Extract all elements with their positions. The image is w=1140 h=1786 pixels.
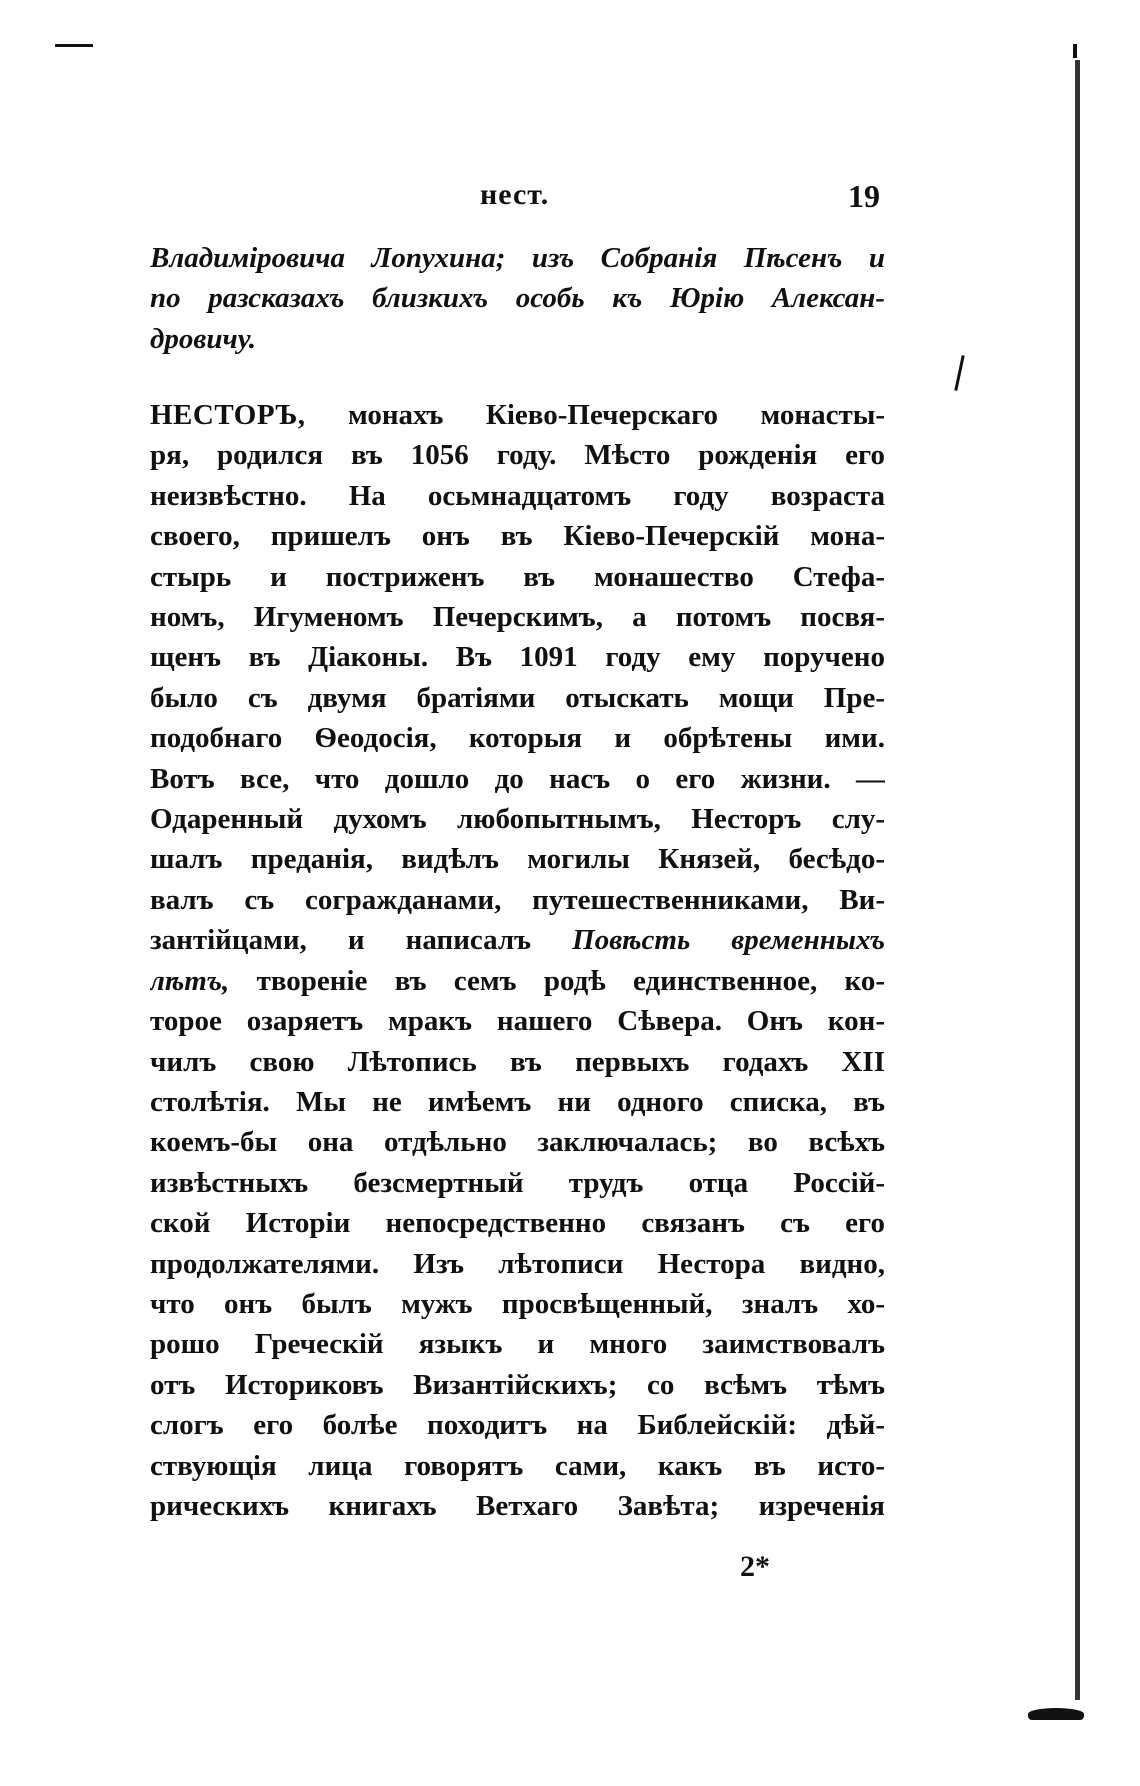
entry-line-with-title <box>150 920 885 960</box>
signature-mark: 2* <box>740 1550 770 1583</box>
intro-line: Владимiровича Лопухина; изъ Собранiя Пѣсенъ и <box>150 242 885 274</box>
chronicle-title-part-1: Повѣсть временныхъ <box>572 924 885 957</box>
nestor-entry <box>150 395 885 1526</box>
entry-line: рическихъ книгахъ Ветхаго Завѣта; изреченiя <box>150 1489 885 1522</box>
scan-mark-top-left <box>55 44 93 47</box>
scan-mark-bottom-right <box>1028 1708 1084 1720</box>
running-head: нест. <box>480 178 550 211</box>
entry-line: чилъ свою Лѣтопись въ первыхъ годахъ XII <box>150 1045 885 1078</box>
page-edge-line <box>1075 60 1080 1700</box>
entry-line: было съ двумя братiями отыскать мощи Пре- <box>150 681 885 714</box>
entry-line: ря, родился въ 1056 году. Мѣсто рожденiя его <box>150 439 885 472</box>
page-header <box>150 178 880 218</box>
entry-line: Вотъ все, что дошло до насъ о его жизни. — <box>150 762 885 795</box>
entry-line: отъ Историковъ Византiйскихъ; со всѣмъ тѣмъ <box>150 1368 885 1401</box>
entry-first-line-rest: монахъ Кiево-Печерскаго монасты- <box>305 399 885 431</box>
entry-line: валъ съ согражданами, путешественниками, Ви- <box>150 883 885 916</box>
entry-line: щенъ въ Дiаконы. Въ 1091 году ему поручено <box>150 641 885 674</box>
entry-line: коемъ-бы она отдѣльно заключалась; во всѣхъ <box>150 1126 885 1159</box>
entry-line-rest: твоpенiе въ семъ родѣ единственное, ко- <box>229 964 885 997</box>
entry-line: стырь и постриженъ въ монашество Стефа- <box>150 560 885 593</box>
entry-line: ской Исторiи непосредственно связанъ съ его <box>150 1207 885 1240</box>
entry-line: шалъ преданiя, видѣлъ могилы Князей, бесѣдо- <box>150 843 885 876</box>
intro-line: дровичу. <box>150 322 256 355</box>
entry-line: рошо Греческiй языкъ и много заимствовалъ <box>150 1328 885 1361</box>
entry-line-text: зантiйцами, и написалъ <box>150 924 532 957</box>
entry-line: своего, пришелъ онъ въ Кiево-Печерскiй мона- <box>150 520 885 553</box>
intro-line: по разсказахъ близкихъ особь къ Юрiю Алексан- <box>150 282 885 315</box>
page-number: 19 <box>848 178 880 214</box>
scan-mark-top-right <box>1073 44 1077 58</box>
entry-line: подобнаго Ѳеодосiя, которыя и обрѣтены ими. <box>150 722 885 755</box>
entry-line: торое озаряетъ мракъ нашего Сѣвера. Онъ кон- <box>150 1005 885 1038</box>
entry-line-title-end <box>150 961 885 1001</box>
entry-line: продолжателями. Изъ лѣтописи Нестора видно, <box>150 1247 885 1280</box>
entry-line: Одаренный духомъ любопытнымъ, Несторъ слу- <box>150 803 885 836</box>
entry-line: ствующiя лица говорятъ сами, какъ въ исто- <box>150 1449 885 1482</box>
entry-headword: НЕСТОРЪ, <box>150 399 306 431</box>
entry-line: слогъ его болѣе походитъ на Библейскiй: дѣй- <box>150 1409 885 1442</box>
entry-line: что онъ былъ мужъ просвѣщенный, зналъ хо- <box>150 1287 885 1320</box>
entry-line: неизвѣстно. На осьмнадцатомъ году возраста <box>150 479 885 512</box>
scan-stroke-margin <box>954 355 964 391</box>
entry-line: номъ, Игуменомъ Печерскимъ, а потомъ посвя- <box>150 601 885 634</box>
entry-line: столѣтiя. Мы не имѣемъ ни одного списка, въ <box>150 1085 885 1118</box>
entry-line: извѣстныхъ безсмертный трудъ отца Россiй- <box>150 1166 885 1199</box>
entry-first-line <box>150 395 885 435</box>
chronicle-title-part-2: лѣтъ, <box>150 964 230 997</box>
intro-paragraph <box>150 238 885 359</box>
